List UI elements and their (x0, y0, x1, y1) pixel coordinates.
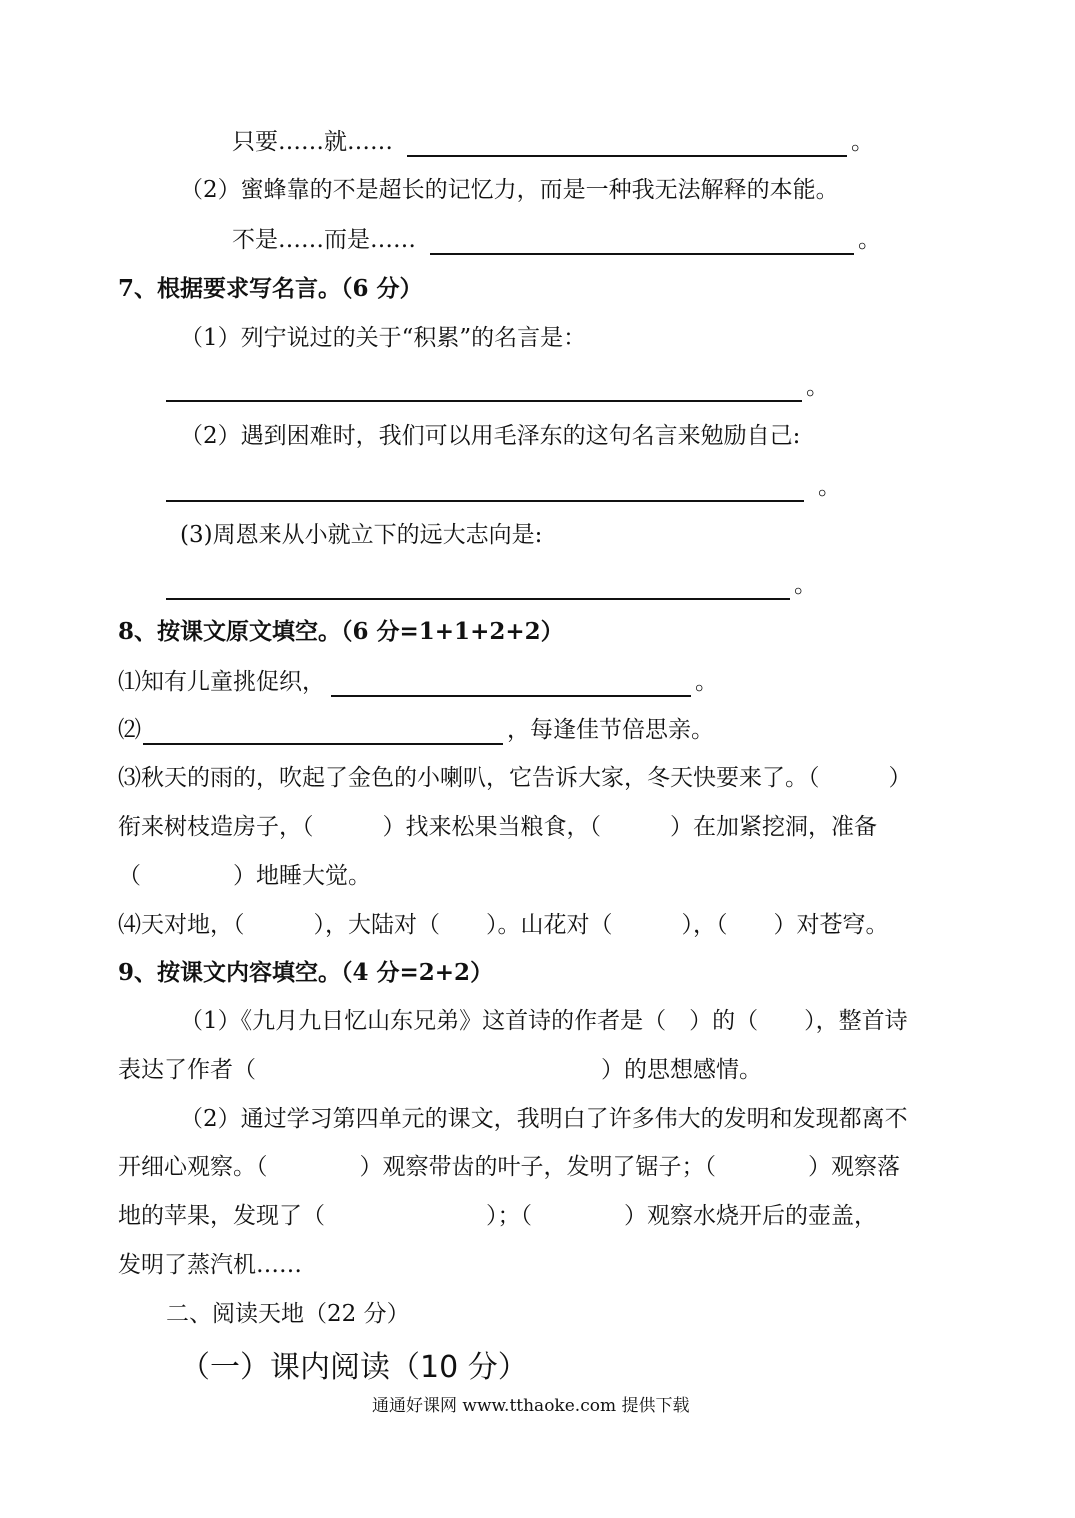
q9-item-2-line-1: （2）通过学习第四单元的课文，我明白了许多伟大的发明和发现都离不 (180, 1106, 908, 1132)
q7-answer-1: 。 (166, 372, 829, 402)
answer-blank[interactable] (407, 133, 847, 157)
q7-item-3: (3)周恩来从小就立下的远大志向是: (180, 522, 543, 548)
q8-item-4: ⑷天对地，（ ），大陆对（ ）。山花对（ ），（ ）对苍穹。 (118, 912, 889, 938)
q9-item-2-line-4: 发明了蒸汽机…… (118, 1252, 302, 1278)
q8-item-1: ⑴知有儿童挑促织， 。 (118, 669, 718, 695)
section-2-heading: 二、阅读天地（22 分） (166, 1301, 410, 1327)
q8-item-3-line-2: 衔来树枝造房子，（ ）找来松果当粮食，（ ）在加紧挖洞，准备 (118, 814, 877, 840)
q8-item-3-line-1: ⑶秋天的雨的，吹起了金色的小喇叭，它告诉大家，冬天快要来了。（ ） (118, 765, 912, 791)
answer-blank[interactable] (331, 673, 691, 697)
q7-item-1: （1）列宁说过的关于“积累”的名言是： (180, 325, 587, 351)
q7-answer-3: 。 (166, 570, 817, 600)
q9-item-1-line-1: （1）《九月九日忆山东兄弟》这首诗的作者是（ ）的（ ），整首诗 (180, 1008, 908, 1034)
q8-heading: 8、按课文原文填空。（6 分=1+1+2+2） (118, 618, 564, 645)
answer-blank[interactable] (166, 576, 790, 600)
footer-credit: 通通好课网 www.tthaoke.com 提供下载 (372, 1396, 690, 1416)
answer-blank[interactable] (430, 231, 854, 255)
q9-item-2-line-2: 开细心观察。（ ）观察带齿的叶子，发明了锯子；（ ）观察落 (118, 1154, 900, 1180)
q9-heading: 9、按课文内容填空。（4 分=2+2） (118, 959, 494, 986)
q6-line-1: 只要……就…… 。 (232, 129, 874, 155)
answer-blank[interactable] (166, 478, 804, 502)
section-2-subheading: （一）课内阅读（10 分） (180, 1350, 528, 1385)
q9-item-1-line-2: 表达了作者（ ）的思想感情。 (118, 1057, 762, 1083)
q8-item-2: ⑵ ，每逢佳节倍思亲。 (118, 717, 714, 743)
answer-blank[interactable] (166, 378, 802, 402)
q7-heading: 7、根据要求写名言。（6 分） (118, 275, 423, 302)
q8-item-3-line-3: （ ）地睡大觉。 (118, 863, 371, 889)
q6-line-3: 不是……而是…… 。 (232, 227, 881, 253)
answer-blank[interactable] (143, 721, 503, 745)
q9-item-2-line-3: 地的苹果，发现了（ ）；（ ）观察水烧开后的壶盖， (118, 1203, 877, 1229)
q7-answer-2: 。 (166, 472, 841, 502)
q6-item-2: （2）蜜蜂靠的不是超长的记忆力，而是一种我无法解释的本能。 (180, 177, 839, 203)
q7-item-2: （2）遇到困难时，我们可以用毛泽东的这句名言来勉励自己: (180, 423, 801, 449)
